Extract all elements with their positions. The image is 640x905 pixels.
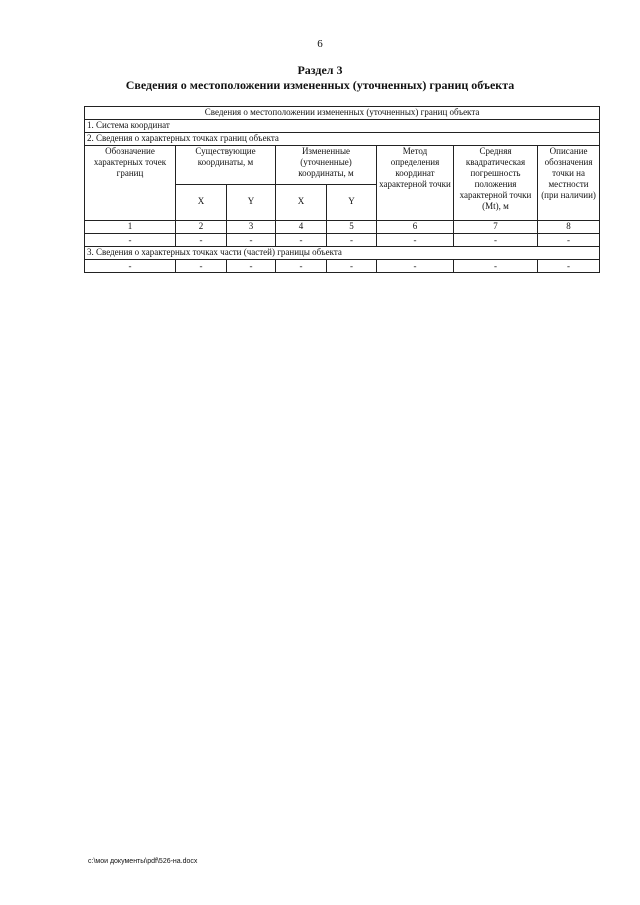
table-cell: - [327,260,377,273]
header-method: Метод определения координат характерной точки [377,146,454,221]
table-caption: Сведения о местоположении измененных (уточненных) границ объекта [85,107,600,120]
table-cell: - [454,234,538,247]
table-cell: - [327,234,377,247]
subheader-changed-y: Y [327,185,377,221]
section-subtitle: Сведения о местоположении измененных (уточненных) границ объекта [125,78,515,92]
column-number: 8 [538,221,600,234]
coordinate-system-row [85,120,600,133]
header-description: Описание обозначения точки на местности (при наличии) [538,146,600,221]
header-rms: Средняя квадратическая погрешность положения характерной точки (Mt), м [454,146,538,221]
table-cell: - [538,234,600,247]
table-cell: - [227,260,276,273]
table-row [85,260,600,273]
column-number: 5 [327,221,377,234]
table-cell: - [85,234,176,247]
column-number: 1 [85,221,176,234]
column-number: 3 [227,221,276,234]
table-cell: - [538,260,600,273]
subheader-existing-y: Y [227,185,276,221]
footer-file-path: c:\мои документы\pdf\526-на.docx [88,858,198,865]
points-info-label: 2. Сведения о характерных точках границ объекта [85,133,600,146]
column-number: 6 [377,221,454,234]
table-cell: - [276,234,327,247]
table-cell: - [377,234,454,247]
table-caption-row [85,107,600,120]
header-existing: Существующие координаты, м [176,146,276,185]
section-title: Раздел 3 [297,63,343,77]
column-number-row [85,221,600,234]
table-cell: - [85,260,176,273]
header-row [85,146,600,185]
column-number: 7 [454,221,538,234]
boundary-points-table [84,106,600,273]
header-designation: Обозначение характерных точек границ [85,146,176,221]
table-cell: - [454,260,538,273]
part-points-row [85,247,600,260]
subheader-existing-x: X [176,185,227,221]
part-points-label: 3. Сведения о характерных точках части (частей) границы объекта [85,247,600,260]
page-number: 6 [317,38,323,50]
subheader-changed-x: X [276,185,327,221]
header-changed: Измененные (уточненные) координаты, м [276,146,377,185]
table-cell: - [176,260,227,273]
table-cell: - [276,260,327,273]
column-number: 2 [176,221,227,234]
table-row [85,234,600,247]
table-cell: - [227,234,276,247]
coordinate-system-label: 1. Система координат [85,120,600,133]
points-info-row [85,133,600,146]
column-number: 4 [276,221,327,234]
table-cell: - [176,234,227,247]
section-heading [0,63,640,93]
table-cell: - [377,260,454,273]
